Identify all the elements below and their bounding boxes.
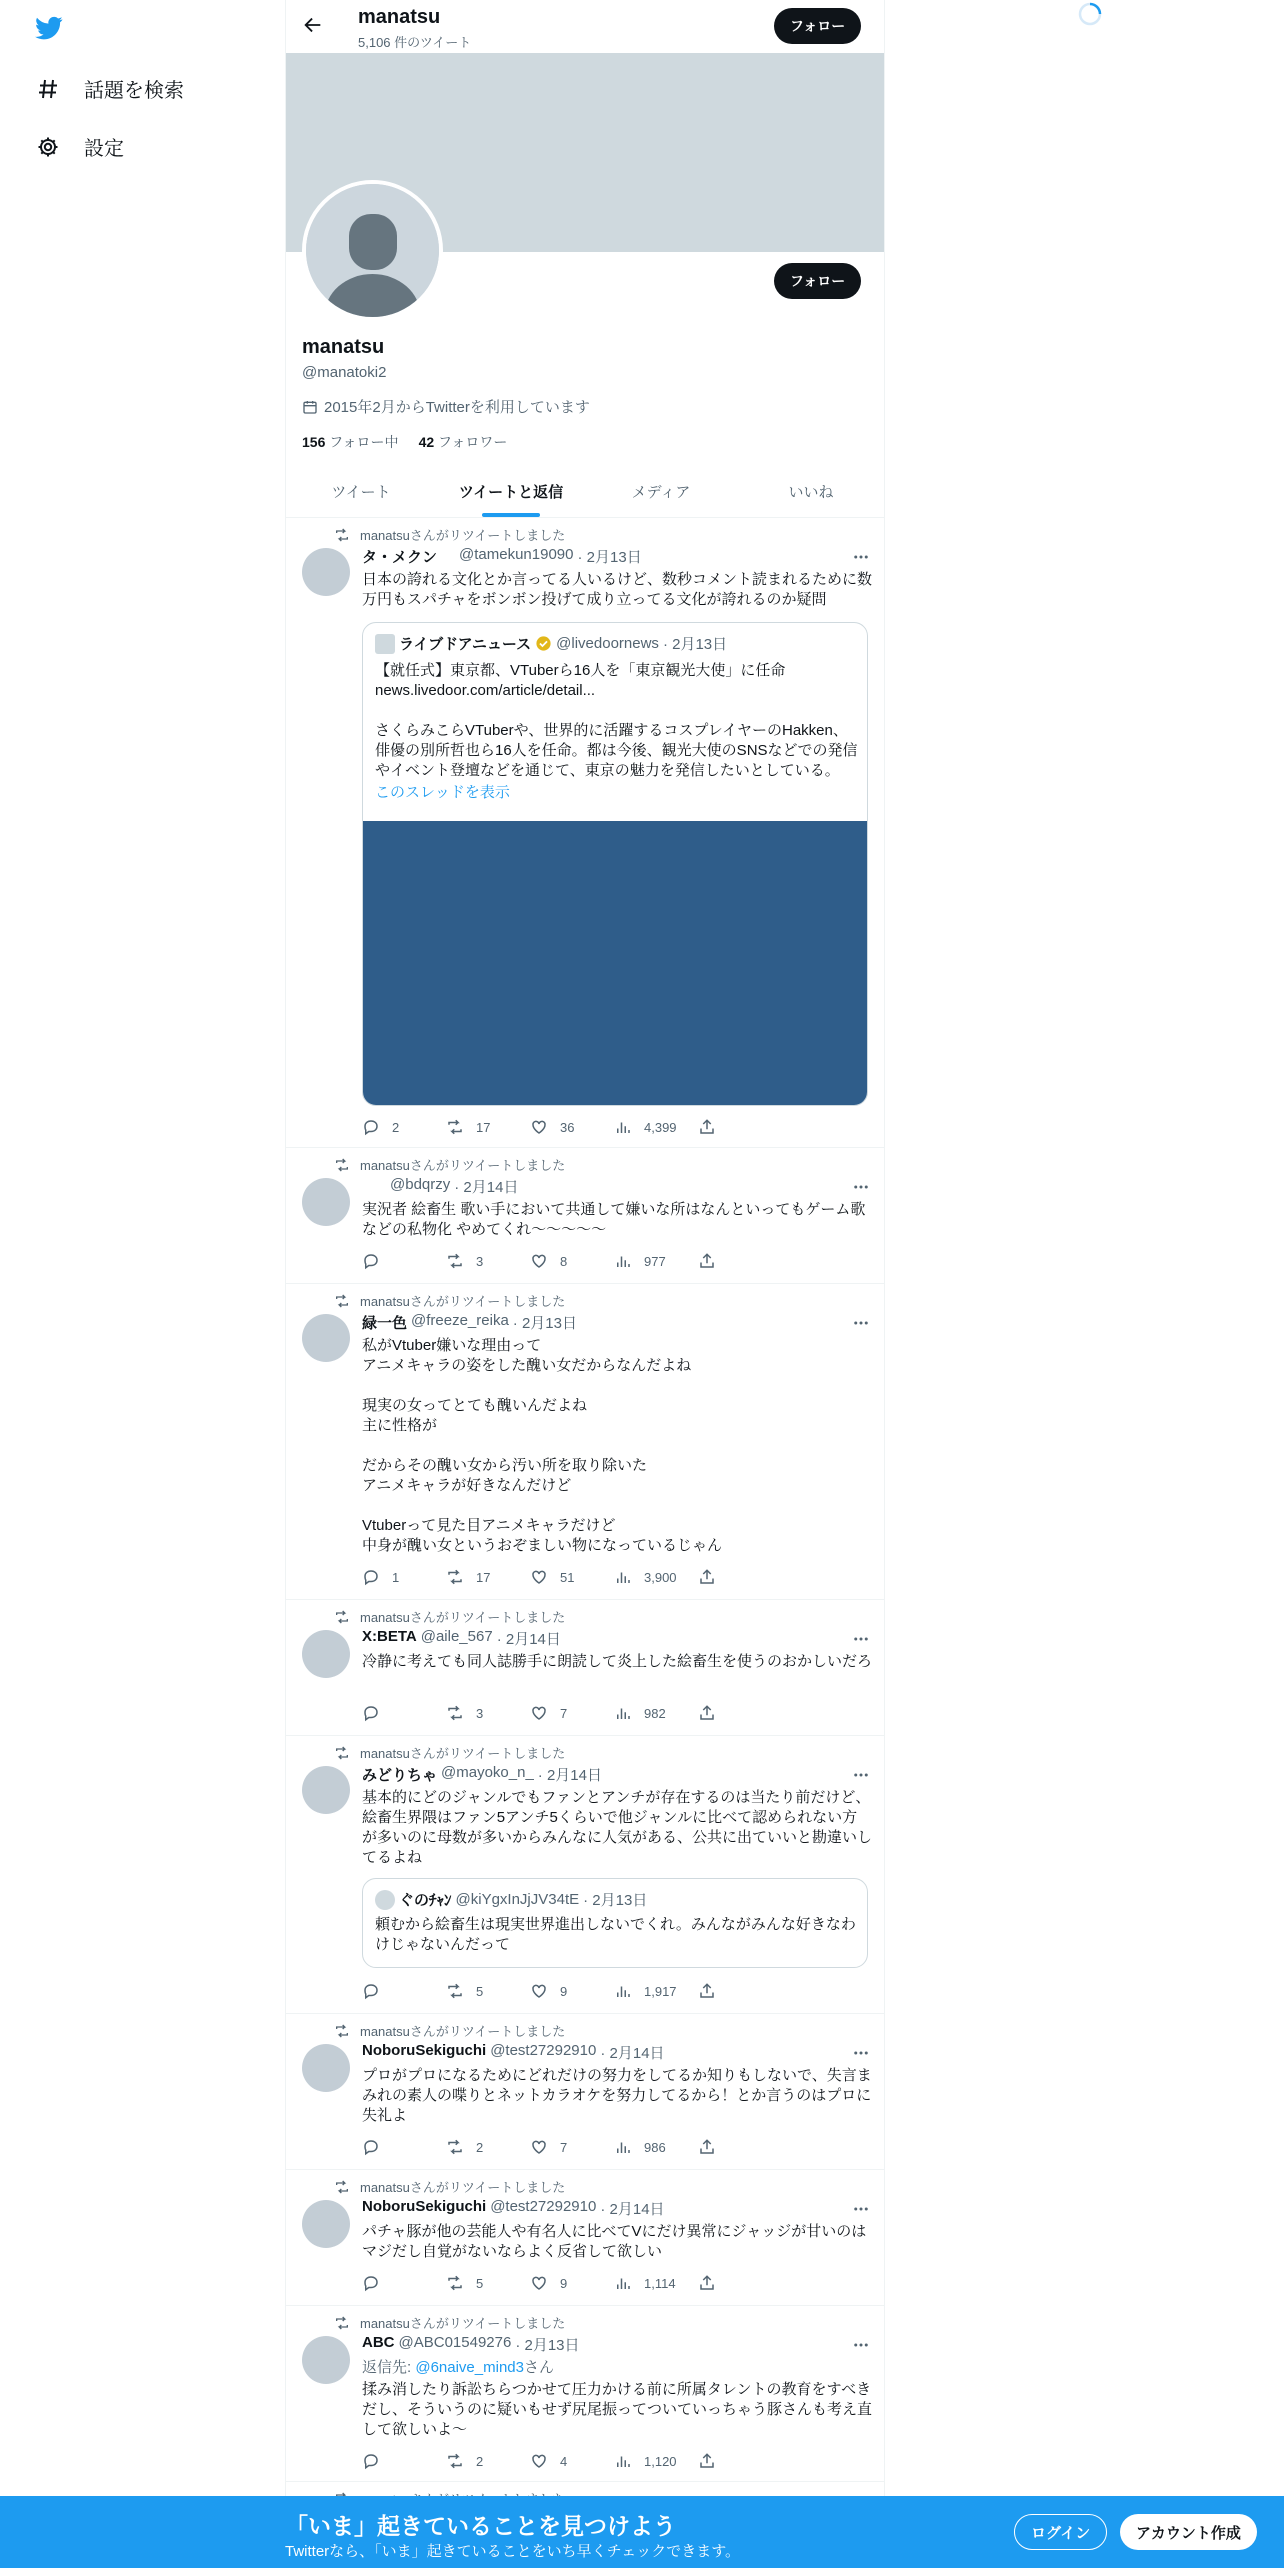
share-button[interactable] bbox=[698, 2138, 782, 2156]
tweet[interactable] bbox=[286, 2014, 885, 2170]
author-handle[interactable]: @bdqrzy bbox=[390, 1176, 451, 1193]
retweet-indicator: manatsuさんがリツイートしました bbox=[334, 525, 565, 544]
retweet-icon bbox=[334, 2179, 350, 2195]
tweet-actions bbox=[362, 1118, 782, 1136]
share-button[interactable] bbox=[698, 2452, 782, 2470]
author-handle[interactable]: @test27292910 bbox=[490, 2198, 597, 2215]
retweet-icon bbox=[334, 2023, 350, 2039]
reply-button[interactable] bbox=[362, 1704, 446, 1722]
tweet-text: プロがプロになるためにどれだけの努力をしてるか知りもしないで、失言まみれの素人の喋りとネットカラオケを努力してるから！とか言うのはプロに失礼よ bbox=[362, 2067, 872, 2124]
author-handle[interactable]: @mayoko_n_ bbox=[441, 1764, 534, 1781]
verified-badge-icon bbox=[535, 635, 552, 652]
views-button[interactable]: 982 bbox=[614, 1704, 698, 1722]
author-handle[interactable]: @aile_567 bbox=[420, 1628, 493, 1645]
calendar-icon bbox=[302, 399, 318, 415]
quote-date: · 2月13日 bbox=[662, 636, 728, 653]
views-button[interactable]: 1,120 bbox=[614, 2452, 698, 2470]
tweet-date[interactable]: · 2月14日 bbox=[600, 2201, 665, 2218]
tweet-date[interactable]: · 2月13日 bbox=[512, 1315, 577, 1332]
heart-icon bbox=[530, 1118, 548, 1136]
retweet-icon bbox=[334, 527, 350, 543]
quoted-tweet[interactable] bbox=[362, 622, 868, 1106]
header-tweet-count: 5,106 件のツイート bbox=[358, 35, 472, 50]
more-icon[interactable] bbox=[852, 1766, 870, 1784]
loading-spinner-icon bbox=[1078, 2, 1102, 26]
author-name[interactable]: X:BETA bbox=[362, 1628, 417, 1645]
tweet-header bbox=[362, 1628, 561, 1649]
gear-icon bbox=[36, 135, 60, 159]
quote-header bbox=[375, 633, 727, 654]
tweet-actions bbox=[362, 2138, 782, 2156]
views-button[interactable]: 3,900 bbox=[614, 1568, 698, 1586]
tweet-actions bbox=[362, 1568, 782, 1586]
retweet-icon bbox=[334, 1745, 350, 1761]
retweet-button[interactable]: 5 bbox=[446, 1982, 530, 2000]
twitter-logo-icon[interactable] bbox=[33, 14, 65, 42]
main-column bbox=[285, 0, 885, 2568]
retweet-indicator: manatsuさんがリツイートしました bbox=[334, 2177, 565, 2196]
like-button[interactable]: 36 bbox=[530, 1118, 614, 1136]
author-handle[interactable]: @ABC01549276 bbox=[398, 2334, 512, 2351]
heart-icon bbox=[530, 1704, 548, 1722]
share-button[interactable] bbox=[698, 1252, 782, 1270]
share-icon bbox=[698, 1704, 716, 1722]
quote-author-handle: @livedoornews bbox=[556, 635, 659, 652]
heart-icon bbox=[530, 1568, 548, 1586]
like-button[interactable]: 51 bbox=[530, 1568, 614, 1586]
quote-media-image[interactable] bbox=[363, 821, 867, 1105]
retweet-button[interactable]: 17 bbox=[446, 1118, 530, 1136]
retweet-button[interactable]: 5 bbox=[446, 2274, 530, 2292]
tweet[interactable] bbox=[286, 1736, 885, 2014]
more-icon[interactable] bbox=[852, 1178, 870, 1196]
tweet-header bbox=[362, 2198, 665, 2219]
tweet[interactable] bbox=[286, 2306, 885, 2482]
tweet[interactable] bbox=[286, 518, 885, 1148]
quote-header bbox=[375, 1889, 647, 1910]
tweet-date[interactable]: · 2月13日 bbox=[515, 2337, 580, 2354]
quote-text: 頼むから絵畜生は現実世界進出しないでくれ。みんながみんな好きなわけじゃないんだって bbox=[375, 1916, 856, 1953]
tab-likes[interactable]: いいね bbox=[788, 483, 834, 501]
heart-icon bbox=[530, 1982, 548, 2000]
reply-button[interactable] bbox=[362, 2138, 446, 2156]
tweet-actions bbox=[362, 1252, 782, 1270]
reply-button[interactable] bbox=[362, 1982, 446, 2000]
tweet-text: 冷静に考えても同人誌勝手に朗読して炎上した絵畜生を使うのおかしいだろ bbox=[362, 1653, 873, 1670]
tab-tweets[interactable]: ツイート bbox=[331, 483, 391, 501]
tweet-header bbox=[362, 1764, 602, 1785]
more-icon[interactable] bbox=[852, 2200, 870, 2218]
quote-author-name: ぐのﾁｬﾝ bbox=[399, 1892, 452, 1909]
retweet-button[interactable]: 2 bbox=[446, 2452, 530, 2470]
tweet-date[interactable]: · 2月14日 bbox=[454, 1179, 519, 1196]
retweet-icon bbox=[446, 2452, 464, 2470]
views-button[interactable]: 4,399 bbox=[614, 1118, 698, 1136]
tweet[interactable] bbox=[286, 1600, 885, 1736]
retweet-icon bbox=[334, 1293, 350, 1309]
heart-icon bbox=[530, 2274, 548, 2292]
author-name[interactable]: みどりちゃ bbox=[362, 1767, 438, 1784]
sidebar-item-label: 話題を検索 bbox=[84, 80, 184, 102]
bar-chart-icon bbox=[614, 2138, 632, 2156]
share-icon bbox=[698, 1568, 716, 1586]
tweet-header bbox=[362, 2042, 665, 2063]
left-sidebar bbox=[0, 0, 285, 2568]
show-thread-link[interactable]: このスレッドを表示 bbox=[375, 784, 510, 801]
author-name[interactable]: NoboruSekiguchi bbox=[362, 2042, 487, 2059]
like-button[interactable]: 9 bbox=[530, 1982, 614, 2000]
avatar[interactable] bbox=[302, 548, 350, 596]
retweet-icon bbox=[334, 1157, 350, 1173]
views-button[interactable]: 1,114 bbox=[614, 2274, 698, 2292]
author-name[interactable]: ABC bbox=[362, 2334, 395, 2351]
reply-to-handle[interactable]: @6naive_mind3 bbox=[415, 2359, 524, 2376]
tweet-text: パチャ豚が他の芸能人や有名人に比べてVにだけ異常にジャッジが甘いのはマジだし自覚がないならよく反省して欲しい bbox=[362, 2223, 867, 2260]
more-icon[interactable] bbox=[852, 548, 870, 566]
tweet-text: 日本の誇れる文化とか言ってる人いるけど、数秒コメント読まれるために数万円もスパチャをボンボン投げて成り立ってる文化が誇れるのか疑問 bbox=[362, 571, 873, 608]
tweet-text: 私がVtuber嫌いな理由って アニメキャラの姿をした醜い女だからなんだよね 現実の女ってとても醜いんだよね 主に性格が だからその醜い女から汚い所を取り除いた アニメキャラが好きなんだけど Vtuberって見た目アニメキャラだけど 中身が醜い女というおぞましい物になっているじゃん bbox=[362, 1337, 723, 1554]
profile-follow-stats bbox=[302, 432, 507, 452]
share-button[interactable] bbox=[698, 2274, 782, 2292]
tab-media[interactable]: メディア bbox=[631, 483, 691, 501]
avatar[interactable] bbox=[302, 2200, 350, 2248]
retweet-indicator: manatsuさんがリツイートしました bbox=[334, 1291, 565, 1310]
more-icon[interactable] bbox=[852, 1314, 870, 1332]
header-follow-button[interactable]: フォロー bbox=[774, 8, 861, 44]
profile-joined bbox=[302, 396, 590, 417]
share-icon bbox=[698, 2452, 716, 2470]
default-avatar-icon bbox=[306, 184, 439, 317]
bar-chart-icon bbox=[614, 1568, 632, 1586]
retweet-indicator: manatsuさんがリツイートしました bbox=[334, 2313, 565, 2332]
reply-to-line: 返信先: @6naive_mind3さん bbox=[362, 2359, 554, 2376]
signup-banner-subtitle: Twitterなら、「いま」起きていることをいち早くチェックできます。 bbox=[285, 2543, 741, 2560]
reply-button[interactable]: 2 bbox=[362, 1118, 446, 1136]
retweet-icon bbox=[446, 2274, 464, 2292]
author-name[interactable]: NoboruSekiguchi bbox=[362, 2198, 487, 2215]
tab-tweets-and-replies[interactable]: ツイートと返信 bbox=[436, 465, 586, 517]
quote-author-handle: @kiYgxInJjJV34tE bbox=[455, 1891, 580, 1908]
following-link[interactable]: 156 フォロー中 bbox=[302, 434, 399, 450]
reply-icon bbox=[362, 2274, 380, 2292]
tweet-date[interactable]: · 2月14日 bbox=[600, 2045, 665, 2062]
tweet-text: 実況者 絵畜生 歌い手において共通して嫌いな所はなんといってもゲーム歌などの私物化 やめてくれ〜〜〜〜〜 bbox=[362, 1201, 866, 1238]
signup-banner-title: 「いま」起きていることを見つけよう bbox=[285, 2513, 676, 2539]
bar-chart-icon bbox=[614, 1252, 632, 1270]
sidebar-item-explore[interactable] bbox=[36, 74, 184, 103]
profile-name: manatsu bbox=[302, 336, 385, 358]
retweet-indicator: manatsuさんがリツイートしました bbox=[334, 1743, 565, 1762]
views-button[interactable]: 977 bbox=[614, 1252, 698, 1270]
reply-icon bbox=[362, 1704, 380, 1722]
more-icon[interactable] bbox=[852, 2044, 870, 2062]
bar-chart-icon bbox=[614, 2452, 632, 2470]
retweet-icon bbox=[334, 1609, 350, 1625]
avatar[interactable] bbox=[302, 1766, 350, 1814]
tweet-actions bbox=[362, 2452, 782, 2470]
like-button[interactable]: 9 bbox=[530, 2274, 614, 2292]
reply-icon bbox=[362, 2452, 380, 2470]
tweet-actions bbox=[362, 1982, 782, 2000]
share-button[interactable] bbox=[698, 1568, 782, 1586]
retweet-icon bbox=[446, 1118, 464, 1136]
signup-banner bbox=[0, 2496, 1284, 2568]
joined-text: 2015年2月からTwitterを利用しています bbox=[324, 399, 590, 416]
reply-icon bbox=[362, 1252, 380, 1270]
share-button[interactable] bbox=[698, 1118, 782, 1136]
reply-icon bbox=[362, 2138, 380, 2156]
avatar[interactable] bbox=[302, 2044, 350, 2092]
tweet-date[interactable]: · 2月14日 bbox=[537, 1767, 602, 1784]
like-button[interactable]: 7 bbox=[530, 1704, 614, 1722]
profile-handle: @manatoki2 bbox=[302, 364, 387, 381]
more-icon[interactable] bbox=[852, 2336, 870, 2354]
like-button[interactable]: 8 bbox=[530, 1252, 614, 1270]
back-arrow-icon[interactable] bbox=[302, 14, 324, 36]
tweet-date[interactable]: · 2月13日 bbox=[577, 549, 642, 566]
quote-date: · 2月13日 bbox=[583, 1892, 648, 1909]
tweet-header bbox=[362, 546, 642, 567]
retweet-icon bbox=[446, 1568, 464, 1586]
views-button[interactable]: 1,917 bbox=[614, 1982, 698, 2000]
share-icon bbox=[698, 2138, 716, 2156]
like-button[interactable]: 7 bbox=[530, 2138, 614, 2156]
share-button[interactable] bbox=[698, 1982, 782, 2000]
profile-tabs bbox=[286, 465, 885, 518]
tweet-actions bbox=[362, 1704, 782, 1722]
retweet-indicator: manatsuさんがリツイートしました bbox=[334, 2021, 565, 2040]
login-button[interactable]: ログイン bbox=[1014, 2514, 1107, 2550]
profile-follow-button[interactable]: フォロー bbox=[774, 263, 861, 299]
author-name[interactable]: タ・メクン bbox=[362, 549, 438, 566]
tweet[interactable] bbox=[286, 1284, 885, 1600]
followers-link[interactable]: 42 フォロワー bbox=[418, 434, 508, 450]
retweet-icon bbox=[334, 2315, 350, 2331]
tweet[interactable] bbox=[286, 1148, 885, 1284]
signup-button[interactable]: アカウント作成 bbox=[1120, 2514, 1257, 2550]
reply-button[interactable]: 1 bbox=[362, 1568, 446, 1586]
tweet-actions bbox=[362, 2274, 782, 2292]
more-icon[interactable] bbox=[852, 1630, 870, 1648]
retweet-icon bbox=[446, 2138, 464, 2156]
hashtag-icon bbox=[36, 77, 60, 101]
reply-button[interactable] bbox=[362, 2274, 446, 2292]
bar-chart-icon bbox=[614, 1118, 632, 1136]
reply-icon bbox=[362, 1982, 380, 2000]
avatar[interactable] bbox=[302, 1178, 350, 1226]
heart-icon bbox=[530, 1252, 548, 1270]
profile-avatar[interactable] bbox=[302, 180, 443, 321]
tweet-date[interactable]: · 2月14日 bbox=[496, 1631, 561, 1648]
retweet-icon bbox=[446, 1982, 464, 2000]
retweet-icon bbox=[446, 1252, 464, 1270]
heart-icon bbox=[530, 2138, 548, 2156]
reply-button[interactable] bbox=[362, 1252, 446, 1270]
retweet-button[interactable]: 17 bbox=[446, 1568, 530, 1586]
sidebar-item-label: 設定 bbox=[84, 138, 124, 160]
share-button[interactable] bbox=[698, 1704, 782, 1722]
bar-chart-icon bbox=[614, 2274, 632, 2292]
share-icon bbox=[698, 1252, 716, 1270]
share-icon bbox=[698, 1982, 716, 2000]
tweet-header bbox=[362, 1176, 518, 1197]
quote-avatar bbox=[375, 634, 395, 654]
sidebar-item-settings[interactable] bbox=[36, 132, 124, 161]
retweet-indicator: manatsuさんがリツイートしました bbox=[334, 1607, 565, 1626]
heart-icon bbox=[530, 2452, 548, 2470]
tweet[interactable] bbox=[286, 2170, 885, 2306]
avatar[interactable] bbox=[302, 1630, 350, 1678]
quote-author-name: ライブドアニュース bbox=[399, 636, 532, 653]
avatar[interactable] bbox=[302, 2336, 350, 2384]
bar-chart-icon bbox=[614, 1704, 632, 1722]
header-name: manatsu bbox=[358, 6, 441, 28]
reply-icon bbox=[362, 1118, 380, 1136]
bar-chart-icon bbox=[614, 1982, 632, 2000]
views-button[interactable]: 986 bbox=[614, 2138, 698, 2156]
tweet-header bbox=[362, 1312, 577, 1333]
reply-icon bbox=[362, 1568, 380, 1586]
author-handle[interactable]: @freeze_reika bbox=[411, 1312, 509, 1329]
retweet-button[interactable]: 2 bbox=[446, 2138, 530, 2156]
tweet-text: 揉み消したり訴訟ちらつかせて圧力かける前に所属タレントの教育をすべきだし、そういうのに疑いもせず尻尾振ってついていっちゃう豚さんも考え直して欲しいよ〜 bbox=[362, 2381, 873, 2438]
share-icon bbox=[698, 1118, 716, 1136]
quoted-tweet[interactable] bbox=[362, 1878, 868, 1968]
retweet-button[interactable]: 3 bbox=[446, 1704, 530, 1722]
author-name[interactable]: 緑一色 bbox=[362, 1315, 408, 1332]
quote-text: 【就任式】東京都、VTuberら16人を「東京観光大使」に任命 news.livedoor.com/article/detail... さくらみこらVTuberや、世界的に活躍するコスプレイヤーのHakken、俳優の別所哲也ら16人を任命。都は今後、観光大使のSNSなどでの発信やイベント登壇などを通じて、東京の魅力を発信したいとしている。 bbox=[375, 662, 858, 779]
tweet-header bbox=[362, 2334, 580, 2355]
profile-header-bar bbox=[286, 0, 885, 53]
retweet-button[interactable]: 3 bbox=[446, 1252, 530, 1270]
avatar[interactable] bbox=[302, 1314, 350, 1362]
reply-button[interactable] bbox=[362, 2452, 446, 2470]
author-handle[interactable]: @tamekun19090 bbox=[459, 546, 574, 563]
retweet-icon bbox=[446, 1704, 464, 1722]
retweet-indicator: manatsuさんがリツイートしました bbox=[334, 1155, 565, 1174]
quote-avatar bbox=[375, 1890, 395, 1910]
tweet-text: 基本的にどのジャンルでもファンとアンチが存在するのは当たり前だけど、絵畜生界隈はファン5アンチ5くらいで他ジャンルに比べて認められない方が多いのに母数が多いからみんなに人気がある、公共に出ていいと勘違いしてるよね bbox=[362, 1789, 873, 1866]
share-icon bbox=[698, 2274, 716, 2292]
like-button[interactable]: 4 bbox=[530, 2452, 614, 2470]
author-handle[interactable]: @test27292910 bbox=[490, 2042, 597, 2059]
